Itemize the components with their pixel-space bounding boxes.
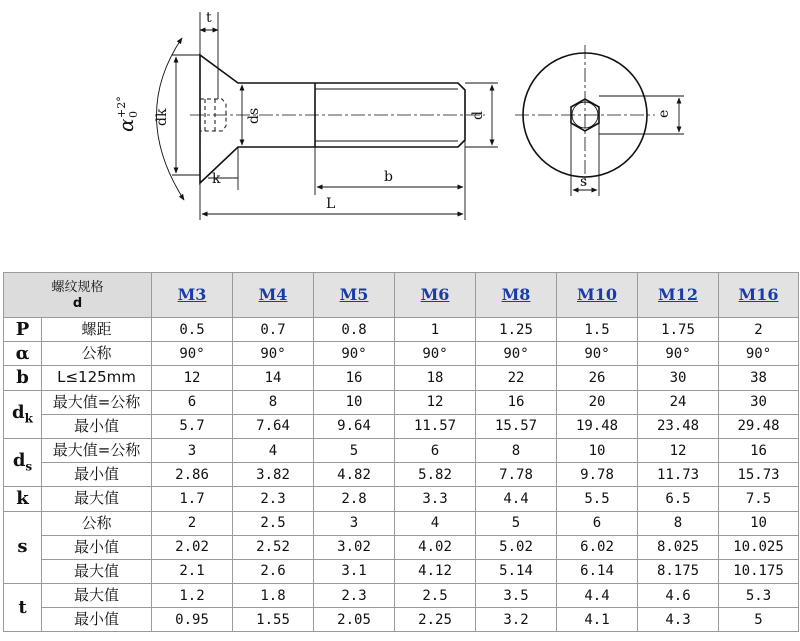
value-cell: 0.95 — [152, 608, 233, 632]
header-sub: d — [72, 295, 83, 311]
value-cell: 1.7 — [152, 487, 233, 511]
value-cell: 3.2 — [476, 608, 557, 632]
value-cell: 3.5 — [476, 584, 557, 608]
table-row — [4, 342, 799, 366]
table-row — [4, 559, 799, 583]
value-cell: 12 — [638, 438, 719, 462]
value-cell: 3 — [314, 511, 395, 535]
value-cell: 5 — [719, 608, 799, 632]
value-cell: 2.25 — [395, 608, 476, 632]
value-cell: 8.025 — [638, 535, 719, 559]
value-cell: 7.64 — [233, 414, 314, 438]
value-cell: 5 — [476, 511, 557, 535]
table-row — [4, 438, 799, 462]
value-cell: 3.3 — [395, 487, 476, 511]
value-cell: 16 — [314, 366, 395, 390]
symbol-text: d — [12, 450, 26, 472]
symbol-subscript: k — [24, 411, 33, 426]
value-cell: 7.78 — [476, 463, 557, 487]
table-row — [4, 366, 799, 390]
table-row — [4, 414, 799, 438]
value-cell: 3.02 — [314, 535, 395, 559]
value-cell: 18 — [395, 366, 476, 390]
row-label: L≤125mm — [42, 366, 152, 390]
value-cell: 2 — [152, 511, 233, 535]
value-cell: 3.1 — [314, 559, 395, 583]
size-header: M3 — [152, 273, 233, 318]
value-cell: 6 — [557, 511, 638, 535]
table-row — [4, 511, 799, 535]
value-cell: 2.5 — [233, 511, 314, 535]
value-cell: 5.82 — [395, 463, 476, 487]
symbol-text: d — [12, 401, 25, 423]
value-cell: 16 — [476, 390, 557, 414]
value-cell: 24 — [638, 390, 719, 414]
symbol-text: k — [16, 487, 29, 509]
size-header: M12 — [638, 273, 719, 318]
symbol-cell — [4, 487, 42, 511]
row-label: 最小值 — [42, 463, 152, 487]
value-cell: 5 — [314, 438, 395, 462]
label-alpha: α — [114, 118, 138, 132]
value-cell: 1.8 — [233, 584, 314, 608]
value-cell: 26 — [557, 366, 638, 390]
value-cell: 6 — [152, 390, 233, 414]
size-header: M8 — [476, 273, 557, 318]
value-cell: 2 — [719, 318, 799, 342]
value-cell: 2.86 — [152, 463, 233, 487]
value-cell: 5.14 — [476, 559, 557, 583]
value-cell: 3.82 — [233, 463, 314, 487]
value-cell: 10 — [314, 390, 395, 414]
value-cell: 90° — [557, 342, 638, 366]
value-cell: 2.8 — [314, 487, 395, 511]
value-cell: 4.12 — [395, 559, 476, 583]
value-cell: 1.2 — [152, 584, 233, 608]
label-alpha-tolerance: +2° — [115, 96, 128, 118]
header-title: 螺纹规格 — [51, 279, 104, 295]
value-cell: 2.1 — [152, 559, 233, 583]
value-cell: 90° — [152, 342, 233, 366]
symbol-cell — [4, 342, 42, 366]
symbol-text: s — [17, 536, 28, 558]
value-cell: 4.1 — [557, 608, 638, 632]
header-thread-cell — [4, 273, 152, 318]
symbol-text: b — [16, 366, 29, 388]
value-cell: 8 — [638, 511, 719, 535]
row-label: 最大值 — [42, 559, 152, 583]
value-cell: 6.5 — [638, 487, 719, 511]
value-cell: 1.5 — [557, 318, 638, 342]
value-cell: 29.48 — [719, 414, 799, 438]
label-dk: dk — [154, 108, 170, 126]
value-cell: 5.7 — [152, 414, 233, 438]
size-header: M16 — [719, 273, 799, 318]
value-cell: 30 — [638, 366, 719, 390]
value-cell: 90° — [395, 342, 476, 366]
value-cell: 4.02 — [395, 535, 476, 559]
value-cell: 4.4 — [557, 584, 638, 608]
table-row — [4, 608, 799, 632]
symbol-cell — [4, 438, 42, 486]
value-cell: 4.82 — [314, 463, 395, 487]
symbol-subscript: s — [25, 459, 33, 474]
value-cell: 2.05 — [314, 608, 395, 632]
value-cell: 9.78 — [557, 463, 638, 487]
value-cell: 2.5 — [395, 584, 476, 608]
value-cell: 8 — [476, 438, 557, 462]
value-cell: 4.6 — [638, 584, 719, 608]
size-header: M4 — [233, 273, 314, 318]
value-cell: 15.73 — [719, 463, 799, 487]
screw-side-view — [190, 55, 485, 183]
value-cell: 2.6 — [233, 559, 314, 583]
value-cell: 10 — [557, 438, 638, 462]
symbol-text: t — [18, 596, 27, 618]
symbol-cell — [4, 511, 42, 584]
value-cell: 1.75 — [638, 318, 719, 342]
table-row — [4, 390, 799, 414]
symbol-cell — [4, 584, 42, 632]
label-b: b — [384, 169, 393, 185]
symbol-text: P — [15, 318, 30, 340]
value-cell: 90° — [719, 342, 799, 366]
value-cell: 12 — [395, 390, 476, 414]
value-cell: 2.3 — [233, 487, 314, 511]
label-L: L — [326, 196, 336, 212]
row-label: 螺距 — [42, 318, 152, 342]
value-cell: 1 — [395, 318, 476, 342]
value-cell: 8 — [233, 390, 314, 414]
header-row — [4, 273, 799, 318]
label-alpha-group — [114, 96, 140, 132]
value-cell: 90° — [476, 342, 557, 366]
screw-technical-drawing — [0, 0, 800, 262]
size-header: M5 — [314, 273, 395, 318]
value-cell: 10 — [719, 511, 799, 535]
value-cell: 4 — [233, 438, 314, 462]
row-label: 最大值 — [42, 584, 152, 608]
value-cell: 9.64 — [314, 414, 395, 438]
label-alpha-tolerance-low: 0 — [127, 111, 140, 118]
symbol-cell — [4, 318, 42, 342]
value-cell: 4.4 — [476, 487, 557, 511]
label-d: d — [470, 111, 486, 120]
label-ds: ds — [246, 107, 262, 124]
table-row — [4, 584, 799, 608]
value-cell: 5.5 — [557, 487, 638, 511]
value-cell: 8.175 — [638, 559, 719, 583]
value-cell: 11.57 — [395, 414, 476, 438]
value-cell: 6.02 — [557, 535, 638, 559]
row-label: 最小值 — [42, 535, 152, 559]
row-label: 最大值=公称 — [42, 390, 152, 414]
spec-table-body — [4, 273, 799, 632]
row-label: 最小值 — [42, 414, 152, 438]
table-row — [4, 487, 799, 511]
label-s: s — [580, 174, 588, 190]
value-cell: 30 — [719, 390, 799, 414]
value-cell: 22 — [476, 366, 557, 390]
value-cell: 10.175 — [719, 559, 799, 583]
value-cell: 3 — [152, 438, 233, 462]
value-cell: 4.3 — [638, 608, 719, 632]
value-cell: 1.55 — [233, 608, 314, 632]
value-cell: 2.02 — [152, 535, 233, 559]
value-cell: 38 — [719, 366, 799, 390]
label-k: k — [212, 171, 221, 187]
label-t: t — [206, 10, 212, 26]
size-header: M10 — [557, 273, 638, 318]
value-cell: 90° — [314, 342, 395, 366]
value-cell: 16 — [719, 438, 799, 462]
value-cell: 7.5 — [719, 487, 799, 511]
value-cell: 19.48 — [557, 414, 638, 438]
screw-end-view — [515, 45, 684, 196]
value-cell: 0.5 — [152, 318, 233, 342]
value-cell: 5.02 — [476, 535, 557, 559]
value-cell: 12 — [152, 366, 233, 390]
value-cell: 0.7 — [233, 318, 314, 342]
value-cell: 0.8 — [314, 318, 395, 342]
table-row — [4, 535, 799, 559]
spec-table — [3, 272, 799, 632]
value-cell: 90° — [233, 342, 314, 366]
value-cell: 6 — [395, 438, 476, 462]
row-label: 最大值 — [42, 487, 152, 511]
size-header: M6 — [395, 273, 476, 318]
label-e: e — [656, 109, 672, 118]
table-row — [4, 463, 799, 487]
row-label: 公称 — [42, 342, 152, 366]
value-cell: 14 — [233, 366, 314, 390]
table-row — [4, 318, 799, 342]
symbol-cell — [4, 366, 42, 390]
value-cell: 11.73 — [638, 463, 719, 487]
value-cell: 4 — [395, 511, 476, 535]
row-label: 公称 — [42, 511, 152, 535]
value-cell: 15.57 — [476, 414, 557, 438]
symbol-cell — [4, 390, 42, 438]
value-cell: 5.3 — [719, 584, 799, 608]
value-cell: 6.14 — [557, 559, 638, 583]
value-cell: 10.025 — [719, 535, 799, 559]
value-cell: 1.25 — [476, 318, 557, 342]
row-label: 最小值 — [42, 608, 152, 632]
value-cell: 2.52 — [233, 535, 314, 559]
symbol-text: α — [15, 342, 30, 364]
value-cell: 20 — [557, 390, 638, 414]
value-cell: 2.3 — [314, 584, 395, 608]
row-label: 最大值=公称 — [42, 438, 152, 462]
dimension-lines — [156, 12, 498, 220]
value-cell: 23.48 — [638, 414, 719, 438]
value-cell: 90° — [638, 342, 719, 366]
